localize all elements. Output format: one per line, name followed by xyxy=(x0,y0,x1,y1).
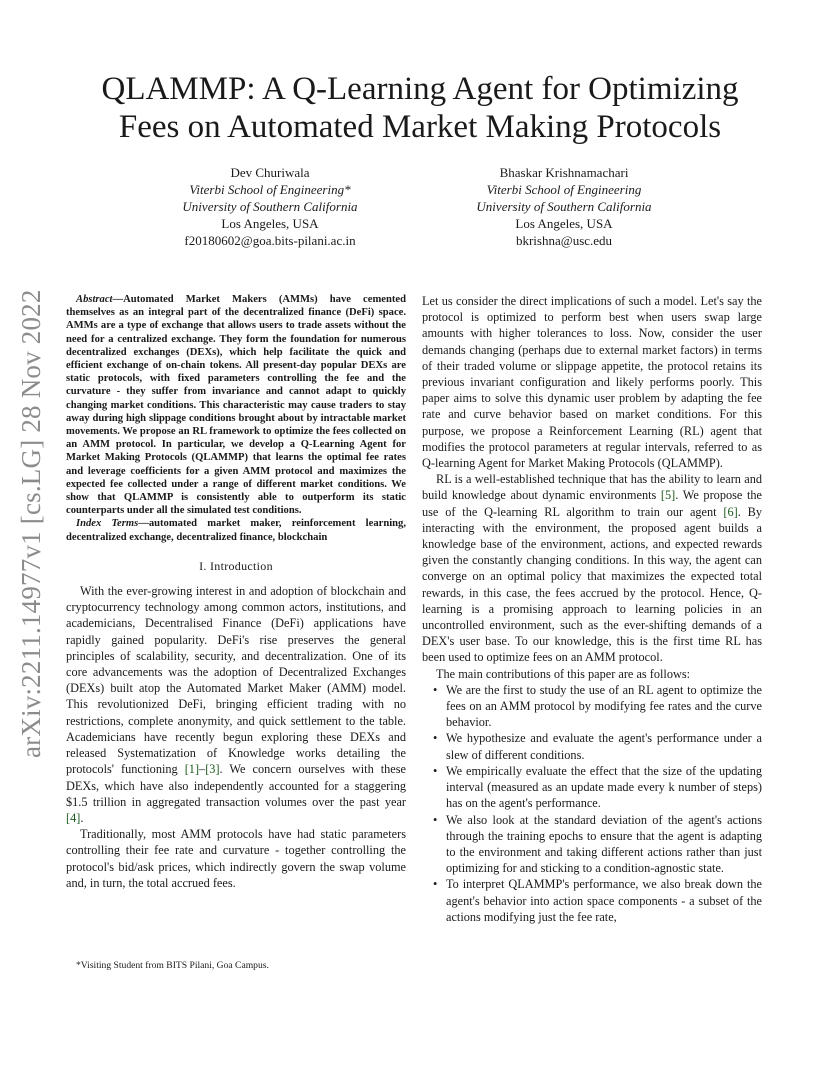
citation-link[interactable]: [1] xyxy=(184,762,200,777)
paragraph-text: . xyxy=(80,810,84,825)
paragraph-text: . We propose the use of the Q-learning RL algorithm to train our agent xyxy=(422,488,763,519)
author-block-1 xyxy=(150,164,390,249)
author-email: bkrishna@usc.edu xyxy=(515,233,613,248)
index-terms xyxy=(66,517,406,543)
right-paragraph-3: The main contributions of this paper are as follows: xyxy=(436,666,691,681)
abstract xyxy=(66,293,406,517)
paragraph-text: . By interacting with the environment, the proposed agent builds a knowledge base of the environment, actions, and expected rewards given the constantly changing conditions. In this way, the agent can converge on an optimal policy that maximizes the expected total rewards, in this case, the fees accrued by the protocol. Hence, Q-learning is a promising approach to learning policies in an uncontrolled environment, such as the ever-shifting demands of a DEX's user base. To our knowledge, this is the first time RL has been used to optimize fees on an AMM protocol. xyxy=(422,504,763,665)
intro-paragraph-2: Traditionally, most AMM protocols have had static parameters controlling their fee rate and curvature - together controlling the protocol's bid/ask prices, which indirectly govern the swap volume and, in turn, the total accrued fees. xyxy=(66,827,406,890)
author-location: Los Angeles, USA xyxy=(221,216,319,231)
index-terms-label: Index Terms xyxy=(76,518,139,530)
footnote-text: *Visiting Student from BITS Pilani, Goa Campus. xyxy=(76,960,269,971)
author-university: University of Southern California xyxy=(476,199,652,214)
right-paragraph-1: Let us consider the direct implications of such a model. Let's say the protocol is optimized to perform best when users swap large amounts with higher tolerances to loss. Now, consider the user demands changing (perhaps due to external market factors) in terms of their traded volume or slippage appetite, the protocol retains its previous invariant configuration and likely performs poorly. This paper aims to solve this dynamic user problem by adapting the fee rate and curve behavior based on market conditions. For this purpose, we propose a Reinforcement Learning (RL) agent that modifies the protocol parameters at regular intervals, referred to as Q-learning Agent for Market Making Protocols (QLAMMP). xyxy=(422,294,762,471)
footnote xyxy=(66,960,406,971)
index-terms-text: —automated market maker, reinforcement learning, decentralized exchange, decentralized finance, blockchain xyxy=(66,518,406,543)
list-item: • To interpret QLAMMP's performance, we also break down the agent's behavior into action space components - a subset of the actions modifying just the fee rate, xyxy=(446,876,762,925)
citation-link[interactable]: [4] xyxy=(66,810,81,825)
list-item: • We are the first to study the use of an RL agent to optimize the fees on an AMM protocol by modifying fee rates and the curve behavior. xyxy=(446,682,762,731)
citation-dash: – xyxy=(199,762,206,777)
right-column xyxy=(422,293,762,925)
list-item: • We empirically evaluate the effect that the size of the updating interval (measured as an update made every k number of steps) has on the agent's performance. xyxy=(446,763,762,812)
list-item: • We hypothesize and evaluate the agent's performance under a slew of different conditions. xyxy=(446,730,762,762)
list-item: • We also look at the standard deviation of the agent's actions through the training epochs to ensure that the agent is adapting to the environment and taking different actions rather than just optimizing for and sticking to a condition-agnostic state. xyxy=(446,812,762,877)
author-name: Bhaskar Krishnamachari xyxy=(499,165,629,180)
citation-link[interactable]: [5] xyxy=(660,488,676,503)
arxiv-side-banner xyxy=(16,278,48,758)
right-paragraph-2 xyxy=(422,471,762,665)
abstract-text: —Automated Market Makers (AMMs) have cemented themselves as an integral part of the decentralized finance (DeFi) space. AMMs are a type of exchange that allows users to trade assets without the need for a centralized exchange. They form the foundation for numerous decentralized exchanges (DEXs), which help facilitate the quick and efficient exchange of on-chain tokens. All present-day popular DEXs are static protocols, with fixed parameters controlling the fee and the curvature - they suffer from invariance and cannot adapt to quickly changing market conditions. This characteristic may cause traders to stay away during high slippage conditions brought about by intractable market movements. We propose an RL framework to optimize the fees collected on an AMM protocol. In particular, we develop a Q-Learning Agent for Market Making Protocols (QLAMMP) that learns the optimal fee rates and leverage coefficients for a given AMM protocol and maximizes the expected fee collected under a range of different market conditions. We show that QLAMMP is consistently able to outperform its static counterparts under all the simulated test conditions. xyxy=(66,294,406,517)
author-location: Los Angeles, USA xyxy=(515,216,613,231)
author-name: Dev Churiwala xyxy=(230,165,310,180)
section-heading: I. Introduction xyxy=(199,558,273,573)
intro-paragraph-1 xyxy=(66,583,406,826)
citation-link[interactable]: [6] xyxy=(723,504,738,519)
paper-title: QLAMMP: A Q-Learning Agent for Optimizing Fees on Automated Market Making Protocols xyxy=(101,71,739,145)
paragraph-text: With the ever-growing interest in and adoption of blockchain and cryptocurrency technology among common actors, institutions, and academicians, Decentralised Finance (DeFi) applications have rapidly gained popularity. DeFi's rise preserves the general principles of scalability, security, and decentralization. One of its core advancements was the adoption of Decentralized Exchanges (DEXs) built atop the Automated Market Maker (AMM) model. This revolutionized DeFi, bringing efficient trading with no restrictions, complete anonymity, and quick settlement to the table. Academicians have recently begun exploring these DEXs and released Systematization of Knowledge works detailing the protocols' functioning xyxy=(66,584,406,777)
arxiv-identifier: arXiv:2211.14977v1 [cs.LG] 28 Nov 2022 xyxy=(16,289,46,758)
author-block-2 xyxy=(444,164,684,249)
author-affiliation: Viterbi School of Engineering* xyxy=(189,182,351,197)
author-university: University of Southern California xyxy=(182,199,358,214)
citation-link[interactable]: [3] xyxy=(205,762,220,777)
author-affiliation: Viterbi School of Engineering xyxy=(486,182,642,197)
left-column xyxy=(66,293,406,891)
paragraph-text: . We concern ourselves with these DEXs, which have also independently accounted for a staggering $1.5 trillion in aggregated transaction volumes over the past year xyxy=(66,762,407,809)
paragraph-text: RL is a well-established technique that has the ability to learn and build knowledge about dynamic environments xyxy=(422,472,762,503)
contributions-list xyxy=(422,682,762,925)
abstract-label: Abstract xyxy=(76,294,113,305)
author-email: f20180602@goa.bits-pilani.ac.in xyxy=(184,233,356,248)
